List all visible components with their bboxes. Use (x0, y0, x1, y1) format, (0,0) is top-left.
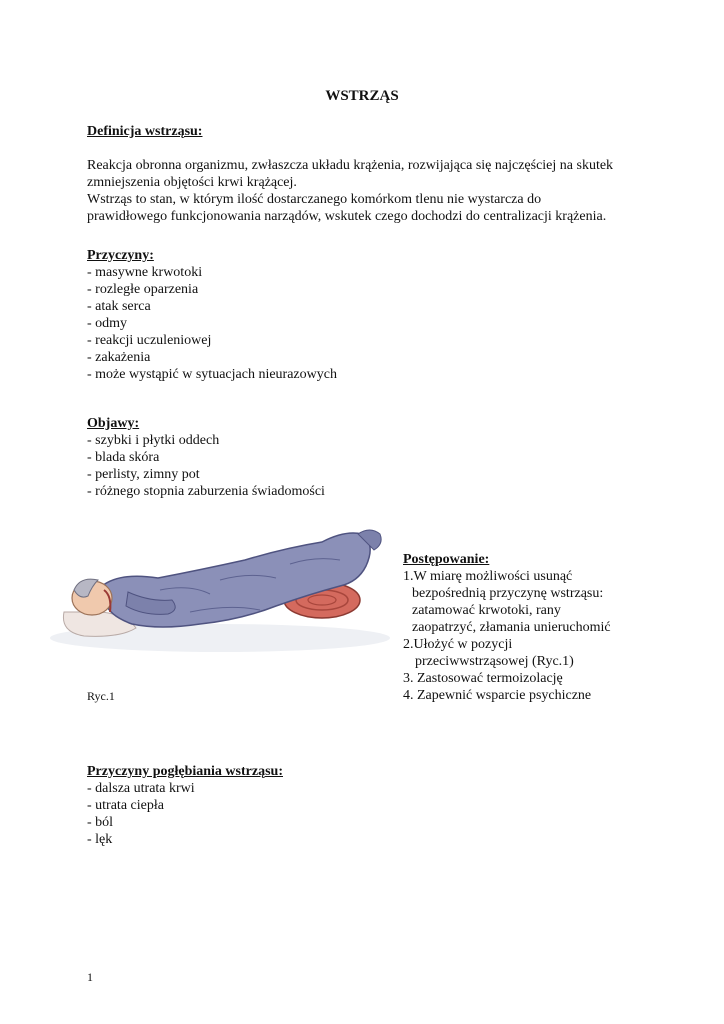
definition-section (87, 123, 613, 225)
aggravating-list (87, 780, 283, 848)
definition-line: prawidłowego funkcjonowania narządów, wskutek czego dochodzi do centralizacji krążenia. (87, 209, 607, 224)
aggravating-heading: Przyczyny pogłębiania wstrząsu: (87, 764, 283, 779)
procedure-line: 1.W miarę możliwości usunąć (403, 569, 573, 584)
definition-line: Reakcja obronna organizmu, zwłaszcza układu krążenia, rozwijająca się najczęściej na skutek (87, 158, 614, 173)
procedure-line: zatamować krwotoki, rany (412, 603, 561, 618)
list-item: - blada skóra (87, 450, 160, 465)
shock-position-figure (40, 520, 395, 670)
page-number: 1 (87, 970, 93, 984)
list-item: - szybki i płytki oddech (87, 433, 220, 448)
figure-caption: Ryc.1 (87, 689, 115, 703)
definition-heading: Definicja wstrząsu: (87, 124, 203, 139)
shock-position-illustration (40, 520, 395, 670)
aggravating-section (87, 763, 283, 848)
causes-section (87, 247, 337, 383)
procedure-section (403, 551, 611, 704)
list-item: - masywne krwotoki (87, 265, 203, 280)
page-title: WSTRZĄS (325, 88, 399, 104)
list-item: - perlisty, zimny pot (87, 467, 200, 482)
list-item: - różnego stopnia zaburzenia świadomości (87, 484, 325, 499)
causes-heading: Przyczyny: (87, 248, 154, 263)
procedure-line: zaopatrzyć, złamania unieruchomić (412, 620, 611, 635)
list-item: - utrata ciepła (87, 798, 164, 813)
definition-line: Wstrząs to stan, w którym ilość dostarczanego komórkom tlenu nie wystarcza do (87, 192, 542, 207)
list-item: - może wystąpić w sytuacjach nieurazowych (87, 367, 337, 382)
symptoms-heading: Objawy: (87, 416, 140, 431)
procedure-line: przeciwwstrząsowej (Ryc.1) (415, 654, 574, 669)
procedure-line: 4. Zapewnić wsparcie psychiczne (403, 688, 592, 703)
list-item: - reakcji uczuleniowej (87, 333, 212, 348)
list-item: - rozległe oparzenia (87, 282, 199, 297)
procedure-line: 2.Ułożyć w pozycji (403, 637, 513, 652)
procedure-line: 3. Zastosować termoizolację (403, 671, 563, 686)
causes-list (87, 264, 337, 383)
symptoms-section (87, 415, 325, 500)
list-item: - dalsza utrata krwi (87, 781, 195, 796)
list-item: - odmy (87, 316, 128, 331)
procedure-heading: Postępowanie: (403, 552, 490, 567)
list-item: - zakażenia (87, 350, 151, 365)
list-item: - ból (87, 815, 114, 830)
list-item: - lęk (87, 832, 113, 847)
symptoms-list (87, 432, 325, 500)
list-item: - atak serca (87, 299, 151, 314)
definition-line: zmniejszenia objętości krwi krążącej. (87, 175, 297, 190)
procedure-line: bezpośrednią przyczynę wstrząsu: (412, 586, 604, 601)
